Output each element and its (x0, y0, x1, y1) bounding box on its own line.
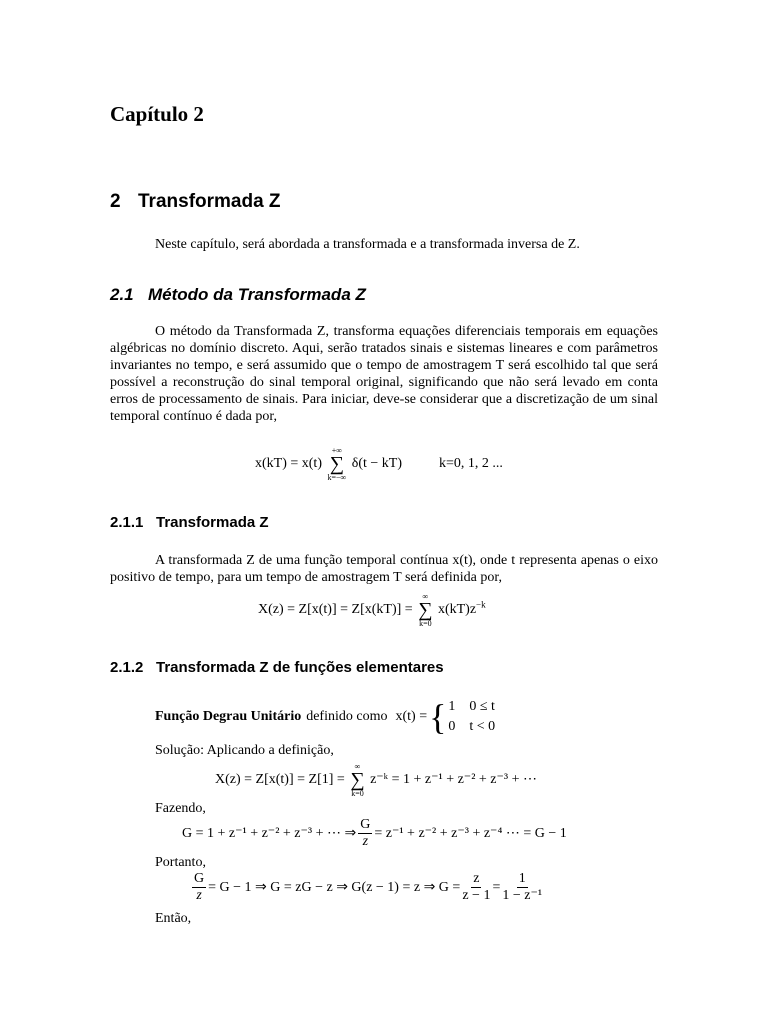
sum-lower: k=0 (351, 789, 364, 798)
equation-step-transform (215, 762, 537, 798)
sum-lower: k=−∞ (327, 473, 347, 482)
section-number: 2 (110, 191, 121, 212)
paragraph-2-1 (110, 323, 658, 425)
eq4-right: = z⁻¹ + z⁻² + z⁻³ + z⁻⁴ ⋯ = G − 1 (374, 826, 567, 841)
summation-symbol: ∞ ∑ k=0 (418, 592, 433, 628)
section-title: Transformada Z (138, 191, 281, 212)
portanto-line: Portanto, (155, 855, 206, 870)
entao-line: Então, (155, 911, 192, 926)
paragraph-text: O método da Transformada Z, transforma equações diferenciais temporais em equações algébricas no domínio discreto. Aqui, serão tratados sinais e sistemas lineares e com parâmetros invariantes no tempo, e será assumido que o tempo de amostragem T será escolhido tal que será possível a reconstrução do sinal temporal original, significando que não será levado em conta erros de processamento de sinais. Para iniciar, deve-se considerar que a discretização de um sinal temporal contínuo é dada por, (110, 324, 658, 424)
case-1: 1 0 ≤ t (448, 699, 495, 714)
step-function-definition (155, 697, 495, 737)
sum-upper: +∞ (331, 446, 342, 455)
frac-denominator: 1 − z⁻¹ (502, 888, 543, 903)
subsection-title: Método da Transformada Z (148, 285, 366, 304)
paragraph-text: A transformada Z de uma função temporal contínua x(t), onde t representa apenas o eixo positivo de tempo, para um tempo de amostragem T será definida por, (110, 553, 658, 585)
eq2-lhs: X(z) = Z[x(t)] = Z[x(kT)] = (258, 602, 413, 618)
eq1-lhs: x(kT) = x(t) (255, 456, 322, 472)
subsection-heading-2-1 (110, 285, 366, 305)
fazendo-line: Fazendo, (155, 801, 206, 816)
eq1-rhs: δ(t − kT) (351, 456, 402, 472)
subsubsection-heading-2-1-2 (110, 659, 444, 676)
equation-g-solution (190, 871, 544, 904)
subsubsection-heading-2-1-1 (110, 514, 269, 531)
fraction-z-over-z-minus-1 (462, 871, 490, 904)
definido-como: definido como (306, 709, 388, 724)
subsubsection-number: 2.1.2 (110, 659, 144, 676)
frac-denominator: z (362, 834, 369, 849)
sum-upper: ∞ (354, 762, 361, 771)
frac-numerator: z (473, 871, 480, 886)
subsection-number: 2.1 (110, 285, 134, 304)
paragraph-2-1-1 (110, 552, 658, 586)
summation-symbol: +∞ ∑ k=−∞ (327, 446, 347, 482)
eq3-rhs: z⁻ᵏ = 1 + z⁻¹ + z⁻² + z⁻³ + ⋯ (370, 772, 537, 788)
frac-numerator: G (360, 817, 371, 832)
subsubsection-title: Transformada Z de funções elementares (156, 659, 444, 676)
eq5-equals: = (492, 879, 501, 895)
frac-numerator: 1 (518, 871, 526, 886)
x-of-t: x(t) = (395, 709, 428, 724)
equation-g-definition (182, 817, 567, 850)
fraction-g-over-z (192, 871, 206, 904)
equation-z-transform (258, 592, 486, 628)
eq2-exponent: −k (476, 599, 486, 610)
intro-paragraph: Neste capítulo, será abordada a transformada e a transformada inversa de Z. (155, 237, 580, 252)
equation-discretization (255, 446, 503, 482)
frac-numerator: G (194, 871, 205, 886)
case-2: 0 t < 0 (448, 719, 496, 734)
section-heading (110, 191, 281, 213)
frac-denominator: z (196, 888, 202, 903)
step-function-label: Função Degrau Unitário (155, 709, 302, 724)
eq3-lhs: X(z) = Z[x(t)] = Z[1] = (215, 772, 345, 788)
sum-upper: ∞ (422, 592, 429, 601)
fraction-one-over-one-minus-zinv (502, 871, 542, 904)
solution-line: Solução: Aplicando a definição, (155, 743, 334, 758)
summation-symbol: ∞ ∑ k=0 (350, 762, 365, 798)
eq2-rhs: x(kT)z (437, 602, 477, 618)
brace-symbol: { (429, 697, 447, 737)
chapter-title: Capítulo 2 (110, 102, 204, 126)
eq1-k-range: k=0, 1, 2 ... (439, 456, 503, 472)
eq5-middle: = G − 1 ⇒ G = zG − z ⇒ G(z − 1) = z ⇒ G = (208, 880, 461, 895)
subsubsection-number: 2.1.1 (110, 514, 144, 531)
frac-denominator: z − 1 (462, 888, 491, 903)
sum-lower: k=0 (419, 619, 432, 628)
eq4-left: G = 1 + z⁻¹ + z⁻² + z⁻³ + ⋯ ⇒ (182, 826, 357, 841)
fraction-g-over-z (358, 817, 372, 850)
cases (448, 697, 495, 737)
subsubsection-title: Transformada Z (156, 514, 269, 531)
